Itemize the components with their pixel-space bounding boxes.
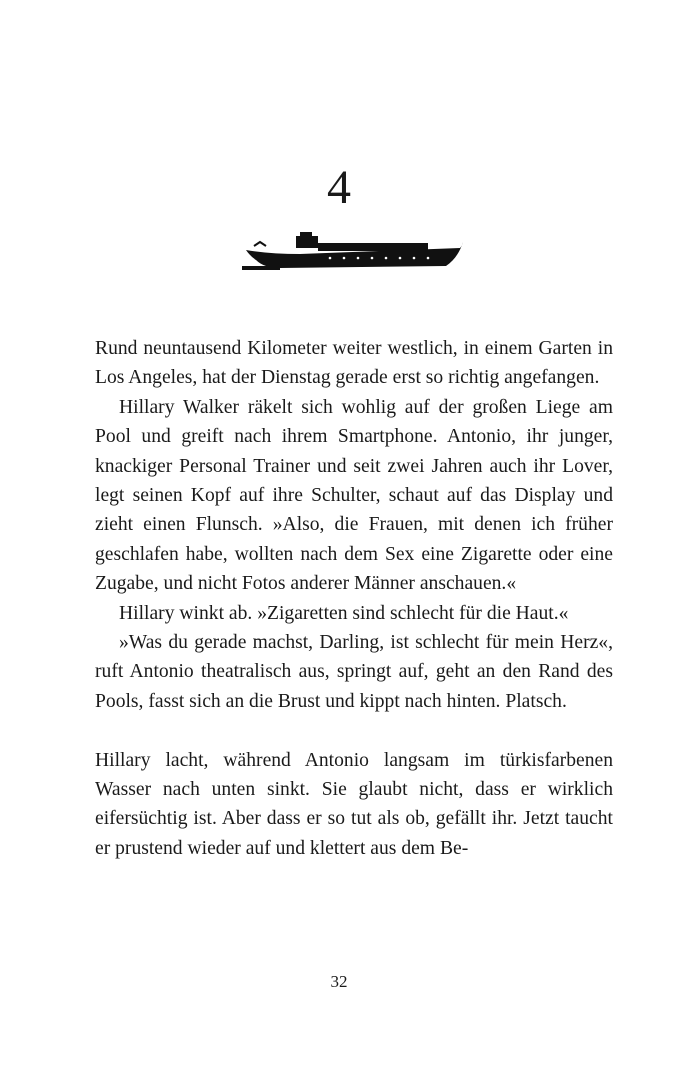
page-number: 32 <box>330 972 348 991</box>
paragraph: Rund neuntausend Kilometer weiter westlich, in einem Garten in Los Angeles, hat der Dienstag gerade erst so richtig angefangen. <box>95 338 613 389</box>
paragraph: Hillary Walker räkelt sich wohlig auf der großen Liege am Pool und greift nach ihrem Smartphone. Antonio, ihr junger, knackiger Personal Trainer und seit zwei Jahren auch ihr Lover, legt seinen Kopf auf ihre Schulter, schaut auf das Display und zieht einen Flunsch. »Also, die Frauen, mit denen ich früher geschlafen habe, wollten nach dem Sex eine Zigarette oder eine Zugabe, und nicht Fotos anderer Männer anschauen.« <box>95 396 613 595</box>
chapter-number: 4 <box>327 161 351 214</box>
chapter-text <box>95 334 613 863</box>
ship-ornament-icon <box>240 228 468 274</box>
paragraph: Hillary winkt ab. »Zigaretten sind schlecht für die Haut.« <box>119 602 569 624</box>
paragraph: »Was du gerade machst, Darling, ist schlecht für mein Herz«, ruft Antonio theatralisch aus, springt auf, geht an den Rand des Pools, fasst sich an die Brust und kippt nach hinten. Platsch. <box>95 632 613 712</box>
paragraph: Hillary lacht, während Antonio langsam im türkisfarbenen Wasser nach unten sinkt. Sie glaubt nicht, dass er wirklich eifersüchtig ist. Aber dass er so tut als ob, gefällt ihr. Jetzt taucht er prustend wieder auf und klettert aus dem Be- <box>95 749 613 859</box>
